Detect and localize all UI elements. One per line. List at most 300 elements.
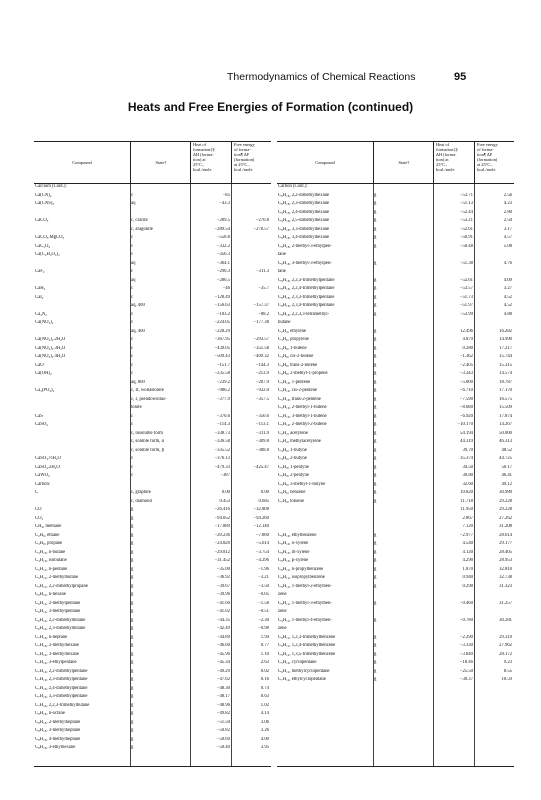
cell-state: g xyxy=(131,736,134,742)
table-row xyxy=(277,269,514,275)
cell-state: g xyxy=(131,711,134,716)
cell-state: g xyxy=(374,600,377,606)
cell-compound: C₅H₈, 2-pentyne xyxy=(278,473,309,478)
header-free-energy: Free energy of forma- tion¶ ΔF (formation) at 25°C., kcal./mole xyxy=(231,142,274,183)
table-row xyxy=(277,312,514,318)
cell-heat: −2.977 xyxy=(459,532,473,538)
cell-compound: C₈H₁₈, 2-methylheptane xyxy=(35,719,81,725)
cell-compound: Ca(C₂H₃O₂)₂ xyxy=(35,252,60,257)
cell-state: c xyxy=(131,269,134,274)
table-row xyxy=(277,643,514,649)
cell-heat: −50.48 xyxy=(459,243,473,249)
cell-state: g xyxy=(131,558,134,563)
table-row xyxy=(277,567,514,573)
cell-state: c xyxy=(131,235,134,240)
cell-compound: C₆H₁₄, 2,2-dimethylbutane xyxy=(35,617,86,623)
cell-compound: C₅H₁₀, cyclopentane xyxy=(278,660,317,665)
cell-compound: C₉H₁₂, 1,3,5-trimethylbenzene xyxy=(278,651,336,657)
cell-state: c, I, pseudowollas- xyxy=(131,396,167,402)
cell-state: g xyxy=(374,668,377,674)
table-row xyxy=(34,601,271,607)
cell-free-energy: 4.09 xyxy=(503,277,512,283)
cell-free-energy: −409.32 xyxy=(253,354,269,359)
cell-compound: C₈H₁₈, 2,2,3-trimethylpentane xyxy=(278,277,335,283)
cell-state: c, diamond xyxy=(131,498,152,504)
cell-state: c, aragonite xyxy=(131,226,153,232)
cell-state: g xyxy=(131,541,134,546)
cell-compound: CH₄, methane xyxy=(35,524,62,529)
cell-compound: CaC₂O₄ xyxy=(35,243,50,249)
cell-free-energy: −0.05 xyxy=(258,592,269,597)
cell-state: c xyxy=(131,354,134,359)
table-row xyxy=(34,618,271,624)
cell-heat: −52.44 xyxy=(459,209,473,215)
cell-heat: −52.61 xyxy=(459,277,473,283)
cell-free-energy: 0.02 xyxy=(260,668,269,674)
cell-state: g xyxy=(131,668,134,674)
table-row xyxy=(34,193,271,199)
cell-compound: C₈H₁₈, 3,4-dimethylhexane xyxy=(278,235,330,240)
table-row xyxy=(277,482,514,488)
cell-free-energy: 44.725 xyxy=(499,456,512,461)
table-row xyxy=(34,337,271,343)
cell-heat: −235.58 xyxy=(214,371,230,376)
cell-free-energy: 0.00 xyxy=(260,490,269,495)
table-row xyxy=(34,711,271,717)
table-body xyxy=(277,184,514,767)
cell-compound: C₅H₁₀, 1-pentene xyxy=(278,379,311,385)
cell-heat: −439.05 xyxy=(214,345,230,351)
cell-compound: tane xyxy=(278,269,286,274)
cell-free-energy: 5.08 xyxy=(503,243,512,249)
table-row xyxy=(277,465,514,471)
cell-heat: 11.950 xyxy=(460,507,473,512)
cell-compound: C₄H₁₀, n-butane xyxy=(35,549,66,555)
cell-compound: C₆H₁₄, 3-methylpentane xyxy=(35,609,81,614)
table-row xyxy=(277,193,514,199)
cell-free-energy: −308.8 xyxy=(255,447,269,453)
cell-compound: C₉H₁₂, 1-methyl-2-ethylben- xyxy=(278,583,332,589)
cell-heat: 11.718 xyxy=(460,498,473,504)
cell-compound: zene xyxy=(278,609,287,614)
cell-heat: −53.71 xyxy=(459,192,473,198)
cell-compound: C₄H₆, 2-butyne xyxy=(278,456,307,461)
cell-heat: −39.67 xyxy=(216,583,230,589)
cell-free-energy: −0.98 xyxy=(258,626,269,631)
cell-compound: C₈H₁₈, 4-methylheptane xyxy=(35,736,81,742)
cell-heat: −26.416 xyxy=(214,507,230,512)
cell-free-energy: −311.9 xyxy=(255,430,269,436)
cell-free-energy: −1.96 xyxy=(258,566,269,572)
table-row xyxy=(34,745,271,751)
cell-heat: −36.92 xyxy=(216,575,230,580)
cell-compound: tane xyxy=(278,252,286,257)
cell-heat: −94.052 xyxy=(214,515,230,521)
cell-compound: C₃H₈, propane xyxy=(35,541,63,546)
header-free-energy: Free energy of forma- tion¶ ΔF (formation) at 25°C., kcal./mole xyxy=(474,142,517,183)
table-row xyxy=(34,533,271,539)
cell-free-energy: −293.57 xyxy=(253,337,269,342)
table-row xyxy=(34,252,271,258)
cell-compound: zene xyxy=(278,626,287,631)
cell-compound: C₅H₁₀, trans-2-pentene xyxy=(278,396,321,402)
table-body xyxy=(34,184,271,767)
table-row xyxy=(34,244,271,250)
cell-state: g xyxy=(374,277,377,283)
cell-heat: −29.812 xyxy=(214,549,230,555)
cell-heat: −52.61 xyxy=(459,226,473,232)
cell-free-energy: 15.315 xyxy=(499,362,512,368)
cell-compound: C₂H₂, acetylene xyxy=(278,430,308,436)
cell-state: g xyxy=(374,209,377,215)
cell-state: g xyxy=(374,294,377,300)
cell-heat: −50.82 xyxy=(216,728,230,733)
cell-heat: −224.05 xyxy=(214,320,230,325)
table-row xyxy=(277,524,514,530)
cell-free-energy: 48.52 xyxy=(501,447,512,453)
cell-compound: Ca(NO₃)₂ xyxy=(35,320,54,325)
cell-compound: Calcium (Cont.): xyxy=(35,184,67,189)
cell-state: c xyxy=(131,413,134,419)
cell-compound: butane xyxy=(278,320,291,325)
table-row xyxy=(277,473,514,479)
table-row xyxy=(277,431,514,437)
cell-compound: C₅H₁₂, n-pentane xyxy=(35,566,68,572)
table-row xyxy=(277,414,514,420)
cell-compound: C₈H₁₀, p-xylene xyxy=(278,558,309,563)
cell-free-energy: 2.56 xyxy=(503,192,512,198)
cell-state: g xyxy=(131,566,134,572)
cell-state: g xyxy=(374,235,377,240)
table-row xyxy=(277,337,514,343)
cell-compound: C₄H₈, trans-2-butene xyxy=(278,362,318,368)
cell-free-energy: −3.21 xyxy=(258,575,269,580)
table-row xyxy=(34,380,271,386)
cell-state: g xyxy=(374,566,377,572)
cell-state: g xyxy=(374,439,377,444)
cell-compound: C₃H₄, methylacetylene xyxy=(278,439,321,444)
cell-free-energy: 29.228 xyxy=(499,507,512,512)
table-row xyxy=(277,303,514,309)
cell-compound: C₈H₁₈, 2,5-dimethylhexane xyxy=(278,218,330,223)
cell-free-energy: 31.208 xyxy=(499,524,512,529)
table-row xyxy=(277,329,514,335)
table-row xyxy=(34,686,271,692)
cell-free-energy: −7.860 xyxy=(255,532,269,538)
cell-state: aq xyxy=(131,201,136,206)
table-row xyxy=(277,286,514,292)
cell-heat: −51.97 xyxy=(459,303,473,308)
cell-compound: Ca₃(PO₄)₂ xyxy=(35,388,55,393)
cell-heat: 7.120 xyxy=(462,524,473,529)
cell-heat: −0.460 xyxy=(459,600,473,606)
cell-heat: −35.00 xyxy=(216,566,230,572)
table-row xyxy=(34,703,271,709)
cell-heat: −3.330 xyxy=(459,643,473,648)
cell-state: g xyxy=(131,626,134,631)
cell-heat: −335.52 xyxy=(214,447,230,453)
cell-free-energy: 29.177 xyxy=(499,541,512,546)
cell-state: g xyxy=(374,490,377,495)
cell-compound: Ca(OH)₂ xyxy=(35,371,52,376)
cell-heat: −51.13 xyxy=(459,201,473,206)
cell-state: g xyxy=(131,634,134,640)
cell-free-energy: −356.6 xyxy=(255,413,269,419)
cell-heat: −290.3 xyxy=(216,269,230,274)
cell-compound: C₇H₁₆, 2,3-dimethylpentane xyxy=(35,677,88,682)
cell-free-energy: 28.405 xyxy=(499,549,512,555)
cell-compound: Carbon: xyxy=(35,481,51,487)
cell-state: g xyxy=(131,694,134,699)
cell-heat: −30.37 xyxy=(459,677,473,682)
cell-free-energy: 30.281 xyxy=(499,617,512,623)
cell-free-energy: 3.06 xyxy=(260,719,269,725)
cell-free-energy: 4.00 xyxy=(260,736,269,742)
cell-state: g xyxy=(374,643,377,648)
cell-state: c xyxy=(131,320,134,325)
cell-free-energy: 30.989 xyxy=(499,490,512,495)
cell-heat: −7.590 xyxy=(459,396,473,402)
cell-compound: C₈H₁₈, 2-methyl-3-ethylpen- xyxy=(278,243,332,249)
cell-free-energy: −213.9 xyxy=(255,371,269,376)
cell-free-energy: −357.5 xyxy=(255,396,269,402)
cell-state: g xyxy=(374,481,377,487)
cell-free-energy: 28.614 xyxy=(499,532,512,538)
cell-state: g xyxy=(374,677,377,682)
cell-free-energy: 14.267 xyxy=(499,422,512,427)
cell-heat: 35.374 xyxy=(460,456,473,461)
cell-state: g xyxy=(374,201,377,206)
cell-free-energy: 14.574 xyxy=(499,371,512,376)
cell-heat: −6.920 xyxy=(459,413,473,419)
cell-state: g xyxy=(374,651,377,657)
cell-free-energy: 46.313 xyxy=(499,439,512,444)
cell-free-energy: −113.1 xyxy=(255,422,269,427)
cell-state: g xyxy=(374,328,377,334)
table-row xyxy=(34,737,271,743)
cell-heat: −24.820 xyxy=(214,541,230,546)
cell-compound: C₄H₈, cis-2-butene xyxy=(278,354,314,359)
cell-free-energy: 4.57 xyxy=(503,235,512,240)
cell-state: g xyxy=(131,660,134,665)
cell-compound: CaS xyxy=(35,413,43,419)
cell-heat: −39.96 xyxy=(216,592,230,597)
cell-free-energy: 17.170 xyxy=(499,388,512,393)
cell-heat: 4.120 xyxy=(462,549,473,555)
cell-state: g xyxy=(374,388,377,393)
cell-state: c xyxy=(131,192,134,198)
table-row xyxy=(277,320,514,326)
cell-compound: CaI₂ xyxy=(35,294,44,300)
cell-free-energy: 2.50 xyxy=(503,218,512,223)
cell-heat: −289.5 xyxy=(216,218,230,223)
table-row xyxy=(34,473,271,479)
cell-heat: −286.5 xyxy=(216,277,230,283)
cell-free-energy: −5.614 xyxy=(255,541,269,546)
cell-state: g xyxy=(131,532,134,538)
cell-compound: C₈H₁₈, 3-methylheptane xyxy=(35,728,81,733)
cell-state: c xyxy=(131,345,134,351)
table-row xyxy=(34,303,271,309)
cell-compound: Ca(NO₃)₂.4H₂O xyxy=(35,354,66,359)
cell-free-energy: −207.9 xyxy=(255,379,269,385)
table-row xyxy=(34,499,271,505)
cell-state: g xyxy=(374,422,377,427)
cell-compound: C₂H₄, ethylene xyxy=(278,328,307,334)
cell-heat: 32.60 xyxy=(462,481,473,487)
cell-free-energy: 14.990 xyxy=(499,337,512,342)
cell-state: g xyxy=(374,541,377,546)
table-row xyxy=(34,592,271,598)
table-row xyxy=(34,728,271,734)
cell-free-energy: 3.27 xyxy=(503,286,512,291)
cell-state: g xyxy=(131,728,134,733)
cell-heat: −50.69 xyxy=(216,736,230,742)
cell-heat: 30.80 xyxy=(462,473,473,478)
cell-free-energy: 3.26 xyxy=(260,728,269,733)
table-row xyxy=(34,218,271,224)
cell-compound: C₈H₁₈, 2,3,4-trimethylpentane xyxy=(278,303,335,308)
cell-heat: −338.73 xyxy=(214,430,230,436)
cell-free-energy: 4.52 xyxy=(503,303,512,308)
table-row xyxy=(34,227,271,233)
cell-state: g xyxy=(374,371,377,376)
cell-heat: −51.50 xyxy=(216,719,230,725)
cell-heat: 54.194 xyxy=(460,430,473,436)
table-row xyxy=(277,380,514,386)
cell-compound: C₆H₁₄, n-hexane xyxy=(35,592,66,597)
cell-heat: −156.63 xyxy=(214,303,230,308)
cell-state: g xyxy=(374,456,377,461)
cell-heat: −114.3 xyxy=(216,422,230,427)
cell-heat: 39.70 xyxy=(462,447,473,453)
table-row xyxy=(277,669,514,675)
cell-state: g xyxy=(374,260,377,266)
cell-state: g xyxy=(374,447,377,453)
cell-free-energy: −144.3 xyxy=(255,362,269,368)
table-row xyxy=(34,575,271,581)
cell-heat: −128.49 xyxy=(214,294,230,300)
cell-heat: −103.2 xyxy=(216,311,230,317)
cell-heat: −51.73 xyxy=(459,294,473,300)
cell-heat: −53.57 xyxy=(459,286,473,291)
cell-heat: −49.82 xyxy=(216,711,230,716)
table-row xyxy=(277,592,514,598)
running-head-title: Thermodynamics of Chemical Reactions xyxy=(227,71,416,83)
table-row xyxy=(34,677,271,683)
cell-compound: C₉H₁₂, 1,2,3-trimethylbenzene xyxy=(278,634,336,640)
cell-compound: C₇H₁₆, n-heptane xyxy=(35,634,68,640)
table-row xyxy=(277,448,514,454)
cell-heat: 0.453 xyxy=(219,498,230,504)
table-row xyxy=(277,456,514,462)
table-row xyxy=(34,312,271,318)
cell-state: g xyxy=(374,617,377,623)
cell-free-energy: 9.23 xyxy=(503,660,512,665)
cell-free-energy: 50.17 xyxy=(501,464,512,470)
cell-heat: −10.170 xyxy=(457,422,473,427)
table-row xyxy=(34,201,271,207)
table-row xyxy=(277,490,514,496)
cell-compound: C₅H₁₀, 2-methyl-2-butene xyxy=(278,422,327,427)
cell-compound: C₈H₁₈, 3,3-dimethylhexane xyxy=(278,226,330,232)
table-row xyxy=(277,354,514,360)
cell-heat: −8.680 xyxy=(459,405,473,410)
table-row xyxy=(277,184,514,190)
cell-compound: Ca(CN)₂ xyxy=(35,192,52,198)
cell-compound: C₇H₁₆, 3,3-dimethylpentane xyxy=(35,694,88,699)
cell-state: g xyxy=(131,549,134,555)
running-head xyxy=(0,71,541,85)
cell-heat: −986.2 xyxy=(216,388,230,393)
table-row xyxy=(34,295,271,301)
cell-compound: CaF₂ xyxy=(35,269,45,274)
cell-heat: −336.58 xyxy=(214,439,230,444)
cell-heat: −48.17 xyxy=(216,694,230,699)
cell-state: g xyxy=(374,532,377,538)
cell-free-energy: 15.509 xyxy=(499,405,512,410)
table-row xyxy=(277,210,514,216)
cell-compound: Ca₃N₂ xyxy=(35,311,47,317)
cell-compound: CaSO₄.½H₂O xyxy=(35,456,61,461)
table-row xyxy=(34,720,271,726)
cell-heat: −332.2 xyxy=(216,243,230,249)
table-row xyxy=(277,609,514,615)
cell-heat: −31.452 xyxy=(214,558,230,563)
cell-free-energy: −88.2 xyxy=(258,311,269,317)
cell-heat: −46.60 xyxy=(216,643,230,648)
table-row xyxy=(34,431,271,437)
cell-compound: C₅H₁₂, 2-methylbutane xyxy=(35,575,79,580)
cell-compound: C₅H₈, 1-pentyne xyxy=(278,464,309,470)
cell-compound: C₅H₈, 3-methyl-1-butyne xyxy=(278,481,326,487)
cell-compound: C₇H₁₆, 2,4-dimethylpentane xyxy=(35,685,88,691)
cell-state: c, graphite xyxy=(131,490,151,495)
cell-state: g xyxy=(374,413,377,419)
cell-state: c xyxy=(131,252,134,257)
cell-compound: CaH₂ xyxy=(35,286,46,291)
cell-state: c xyxy=(131,456,134,461)
cell-state: g xyxy=(374,362,377,368)
cell-heat: 34.50 xyxy=(462,464,473,470)
cell-compound: C₈H₁₈, 2,2,4-trimethylpentane xyxy=(278,286,335,291)
cell-heat: −42.49 xyxy=(216,626,230,631)
table-row xyxy=(277,422,514,428)
cell-compound: C₅H₁₀, 2-methyl-1-butene xyxy=(278,405,327,410)
table-row xyxy=(277,533,514,539)
cell-compound: C₅H₁₂, 2,2-dimethylpropane xyxy=(35,583,88,589)
cell-state: g xyxy=(374,379,377,385)
cell-heat: −479.33 xyxy=(214,464,230,470)
cell-state: g xyxy=(131,515,134,521)
table-row xyxy=(277,635,514,641)
cell-heat: −85 xyxy=(222,192,230,198)
cell-state: g xyxy=(374,345,377,351)
cell-compound: C₈H₁₈, 2,3-dimethylhexane xyxy=(278,201,330,206)
cell-compound: CaCO₃.MgCO₃ xyxy=(35,235,65,240)
cell-heat: −51.38 xyxy=(459,260,473,266)
cell-state: g xyxy=(131,507,134,512)
cell-free-energy: 10.59 xyxy=(501,677,512,682)
cell-state: g xyxy=(374,498,377,504)
page-number: 95 xyxy=(454,71,467,83)
cell-heat: −376.6 xyxy=(216,413,230,419)
cell-compound: C₆H₁₄, 2,3-dimethylbutane xyxy=(35,626,86,631)
table-row xyxy=(34,490,271,496)
cell-compound: C₈H₁₀, ethylbenzene xyxy=(278,532,317,538)
cell-state: aq xyxy=(131,260,136,266)
table-row xyxy=(34,422,271,428)
